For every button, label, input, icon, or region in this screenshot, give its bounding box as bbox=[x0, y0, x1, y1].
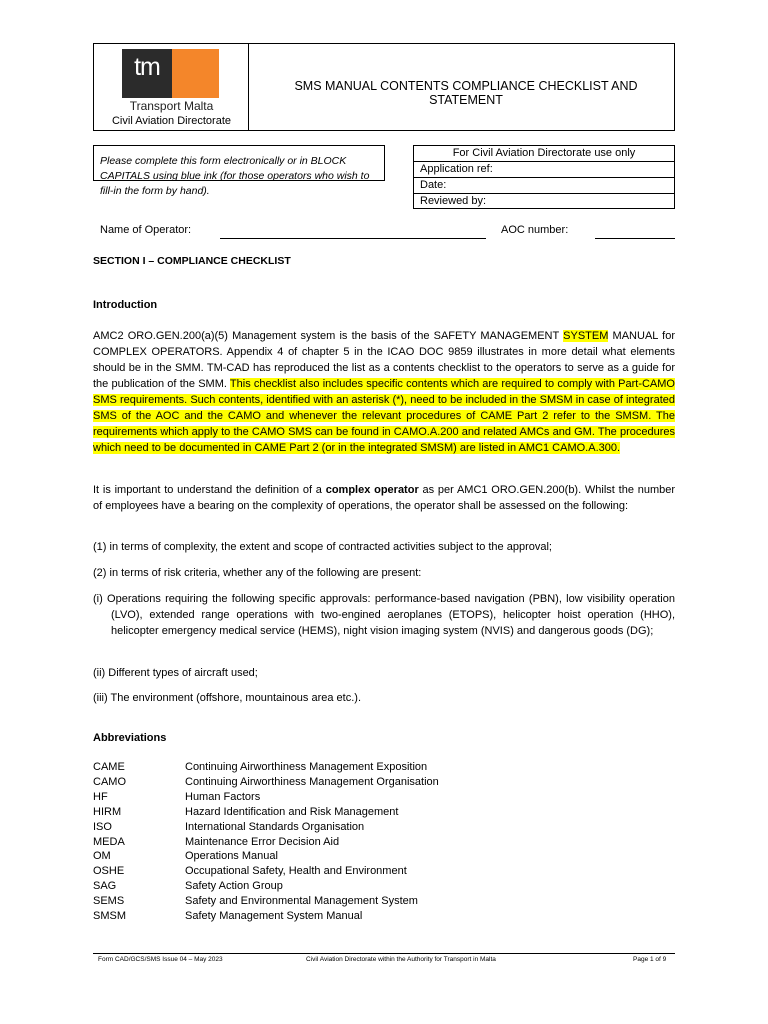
abbreviation-definition: Continuing Airworthiness Management Exposition bbox=[185, 761, 428, 773]
footer-divider bbox=[93, 953, 675, 954]
operator-name-input[interactable] bbox=[220, 238, 486, 239]
criteria-item-iii: (iii) The environment (offshore, mountainous area etc.). bbox=[93, 692, 362, 704]
abbreviation-definition: Safety Action Group bbox=[185, 880, 283, 892]
introduction-heading: Introduction bbox=[93, 299, 158, 311]
instructions-border bbox=[93, 145, 385, 181]
abbreviation-code: HIRM bbox=[93, 806, 122, 818]
abbreviation-definition: Continuing Airworthiness Management Organisation bbox=[185, 776, 439, 788]
intro-p2-bold: complex operator bbox=[325, 484, 419, 496]
logo-subtitle: Civil Aviation Directorate bbox=[111, 115, 231, 127]
abbreviation-definition: Maintenance Error Decision Aid bbox=[185, 836, 340, 848]
abbreviation-definition: Safety Management System Manual bbox=[185, 910, 363, 922]
intro-p1-highlight-2: This checklist also includes specific contents which are required to comply with Part-CAMO SMS requirements. Such contents, identified with an asterisk (*), need to be included in the SMSM in case of integrated SMS of the AOC and the CAMO and whenever the relevant procedures of CAME Part 2 refer to the SMSM. The requirements which apply to the CAMO SMS can be found in CAMO.A.200 and related AMCs and GM. The procedures which need to be documented in CAME Part 2 (or in the integrated SMSM) are listed in AMC1 CAMO.A.300. bbox=[93, 378, 675, 454]
abbreviation-definition: International Standards Organisation bbox=[185, 821, 365, 833]
document-header bbox=[93, 43, 675, 131]
aoc-number-label: AOC number: bbox=[501, 224, 569, 236]
intro-p1-highlight-1: SYSTEM bbox=[563, 330, 609, 342]
footer-form-id: Form CAD/GCS/SMS Issue 04 – May 2023 bbox=[98, 956, 223, 963]
abbreviation-code: SEMS bbox=[93, 895, 125, 907]
intro-p2-text-a: It is important to understand the definition of a bbox=[93, 484, 326, 496]
operator-name-label: Name of Operator: bbox=[100, 224, 192, 236]
abbreviation-code: ISO bbox=[93, 821, 112, 833]
abbreviation-code: HF bbox=[93, 791, 108, 803]
logo-name: Transport Malta bbox=[129, 99, 214, 113]
date-field[interactable]: Date: bbox=[414, 178, 674, 194]
abbreviations-heading: Abbreviations bbox=[93, 732, 167, 744]
intro-p1-text-b: MANUAL for COMPLEX OPERATORS. Appendix 4 of chapter 5 in the ICAO DOC 9859 illustrates in more detail what elements should be in the SMM. TM-CAD has reproduced the list as a contents checklist to the operators to serve as a guide for the publication of the SMM. bbox=[93, 330, 675, 390]
abbreviation-definition: Human Factors bbox=[185, 791, 261, 803]
abbreviation-code: OM bbox=[93, 850, 111, 862]
abbreviation-code: CAME bbox=[93, 761, 125, 773]
criteria-item-2: (2) in terms of risk criteria, whether any of the following are present: bbox=[93, 567, 422, 579]
intro-p2-text-b: as per AMC1 ORO.GEN.200(b). Whilst the number of employees have a bearing on the complexity of operations, the operator shall be assessed on the following: bbox=[93, 484, 676, 512]
aoc-number-input[interactable] bbox=[595, 238, 675, 239]
abbreviation-code: SMSM bbox=[93, 910, 126, 922]
criteria-item-ii: (ii) Different types of aircraft used; bbox=[93, 667, 258, 679]
logo-cell bbox=[94, 44, 249, 130]
abbreviation-definition: Hazard Identification and Risk Management bbox=[185, 806, 399, 818]
footer-organisation: Civil Aviation Directorate within the Authority for Transport in Malta bbox=[306, 956, 496, 963]
abbreviation-code: OSHE bbox=[93, 865, 125, 877]
footer-page-number: Page 1 of 9 bbox=[633, 956, 667, 963]
logo-orange-block bbox=[172, 49, 219, 98]
abbreviation-definition: Occupational Safety, Health and Environment bbox=[185, 865, 407, 877]
abbreviation-definition: Safety and Environmental Management System bbox=[185, 895, 418, 907]
abbreviation-code: CAMO bbox=[93, 776, 126, 788]
section-title: SECTION I – COMPLIANCE CHECKLIST bbox=[93, 255, 291, 267]
application-ref-field[interactable]: Application ref: bbox=[414, 162, 674, 178]
instructions-box: Please complete this form electronically or in BLOCK CAPITALS using blue ink (for those operators who wish to fill-in the form by hand). bbox=[93, 145, 385, 181]
reviewed-by-field[interactable]: Reviewed by: bbox=[420, 195, 487, 207]
criteria-item-1: (1) in terms of complexity, the extent and scope of contracted activities subject to the approval; bbox=[93, 541, 552, 553]
abbreviation-code: MEDA bbox=[93, 836, 125, 848]
criteria-item-i: (i) Operations requiring the following specific approvals: performance-based navigation (PBN), low visibility operation (LVO), extended range operations with two-engined aeroplanes (ETOPS), helicopter hoist operation (HHO), helicopter emergency medical service (HEMS), night vision imaging system (NVIS) and dangerous goods (DG); bbox=[93, 593, 675, 637]
intro-p1-text-a: AMC2 ORO.GEN.200(a)(5) Management system is the basis of the SAFETY MANAGEMENT bbox=[93, 330, 564, 342]
abbreviation-definition: Operations Manual bbox=[185, 850, 278, 862]
intro-paragraph-1 bbox=[93, 328, 675, 456]
document-title: SMS MANUAL CONTENTS COMPLIANCE CHECKLIST AND STATEMENT bbox=[294, 79, 638, 107]
logo-mark: tm bbox=[134, 53, 160, 81]
office-use-box bbox=[413, 145, 675, 209]
abbreviation-code: SAG bbox=[93, 880, 117, 892]
office-use-heading: For Civil Aviation Directorate use only bbox=[414, 146, 674, 162]
intro-paragraph-2 bbox=[93, 482, 675, 514]
